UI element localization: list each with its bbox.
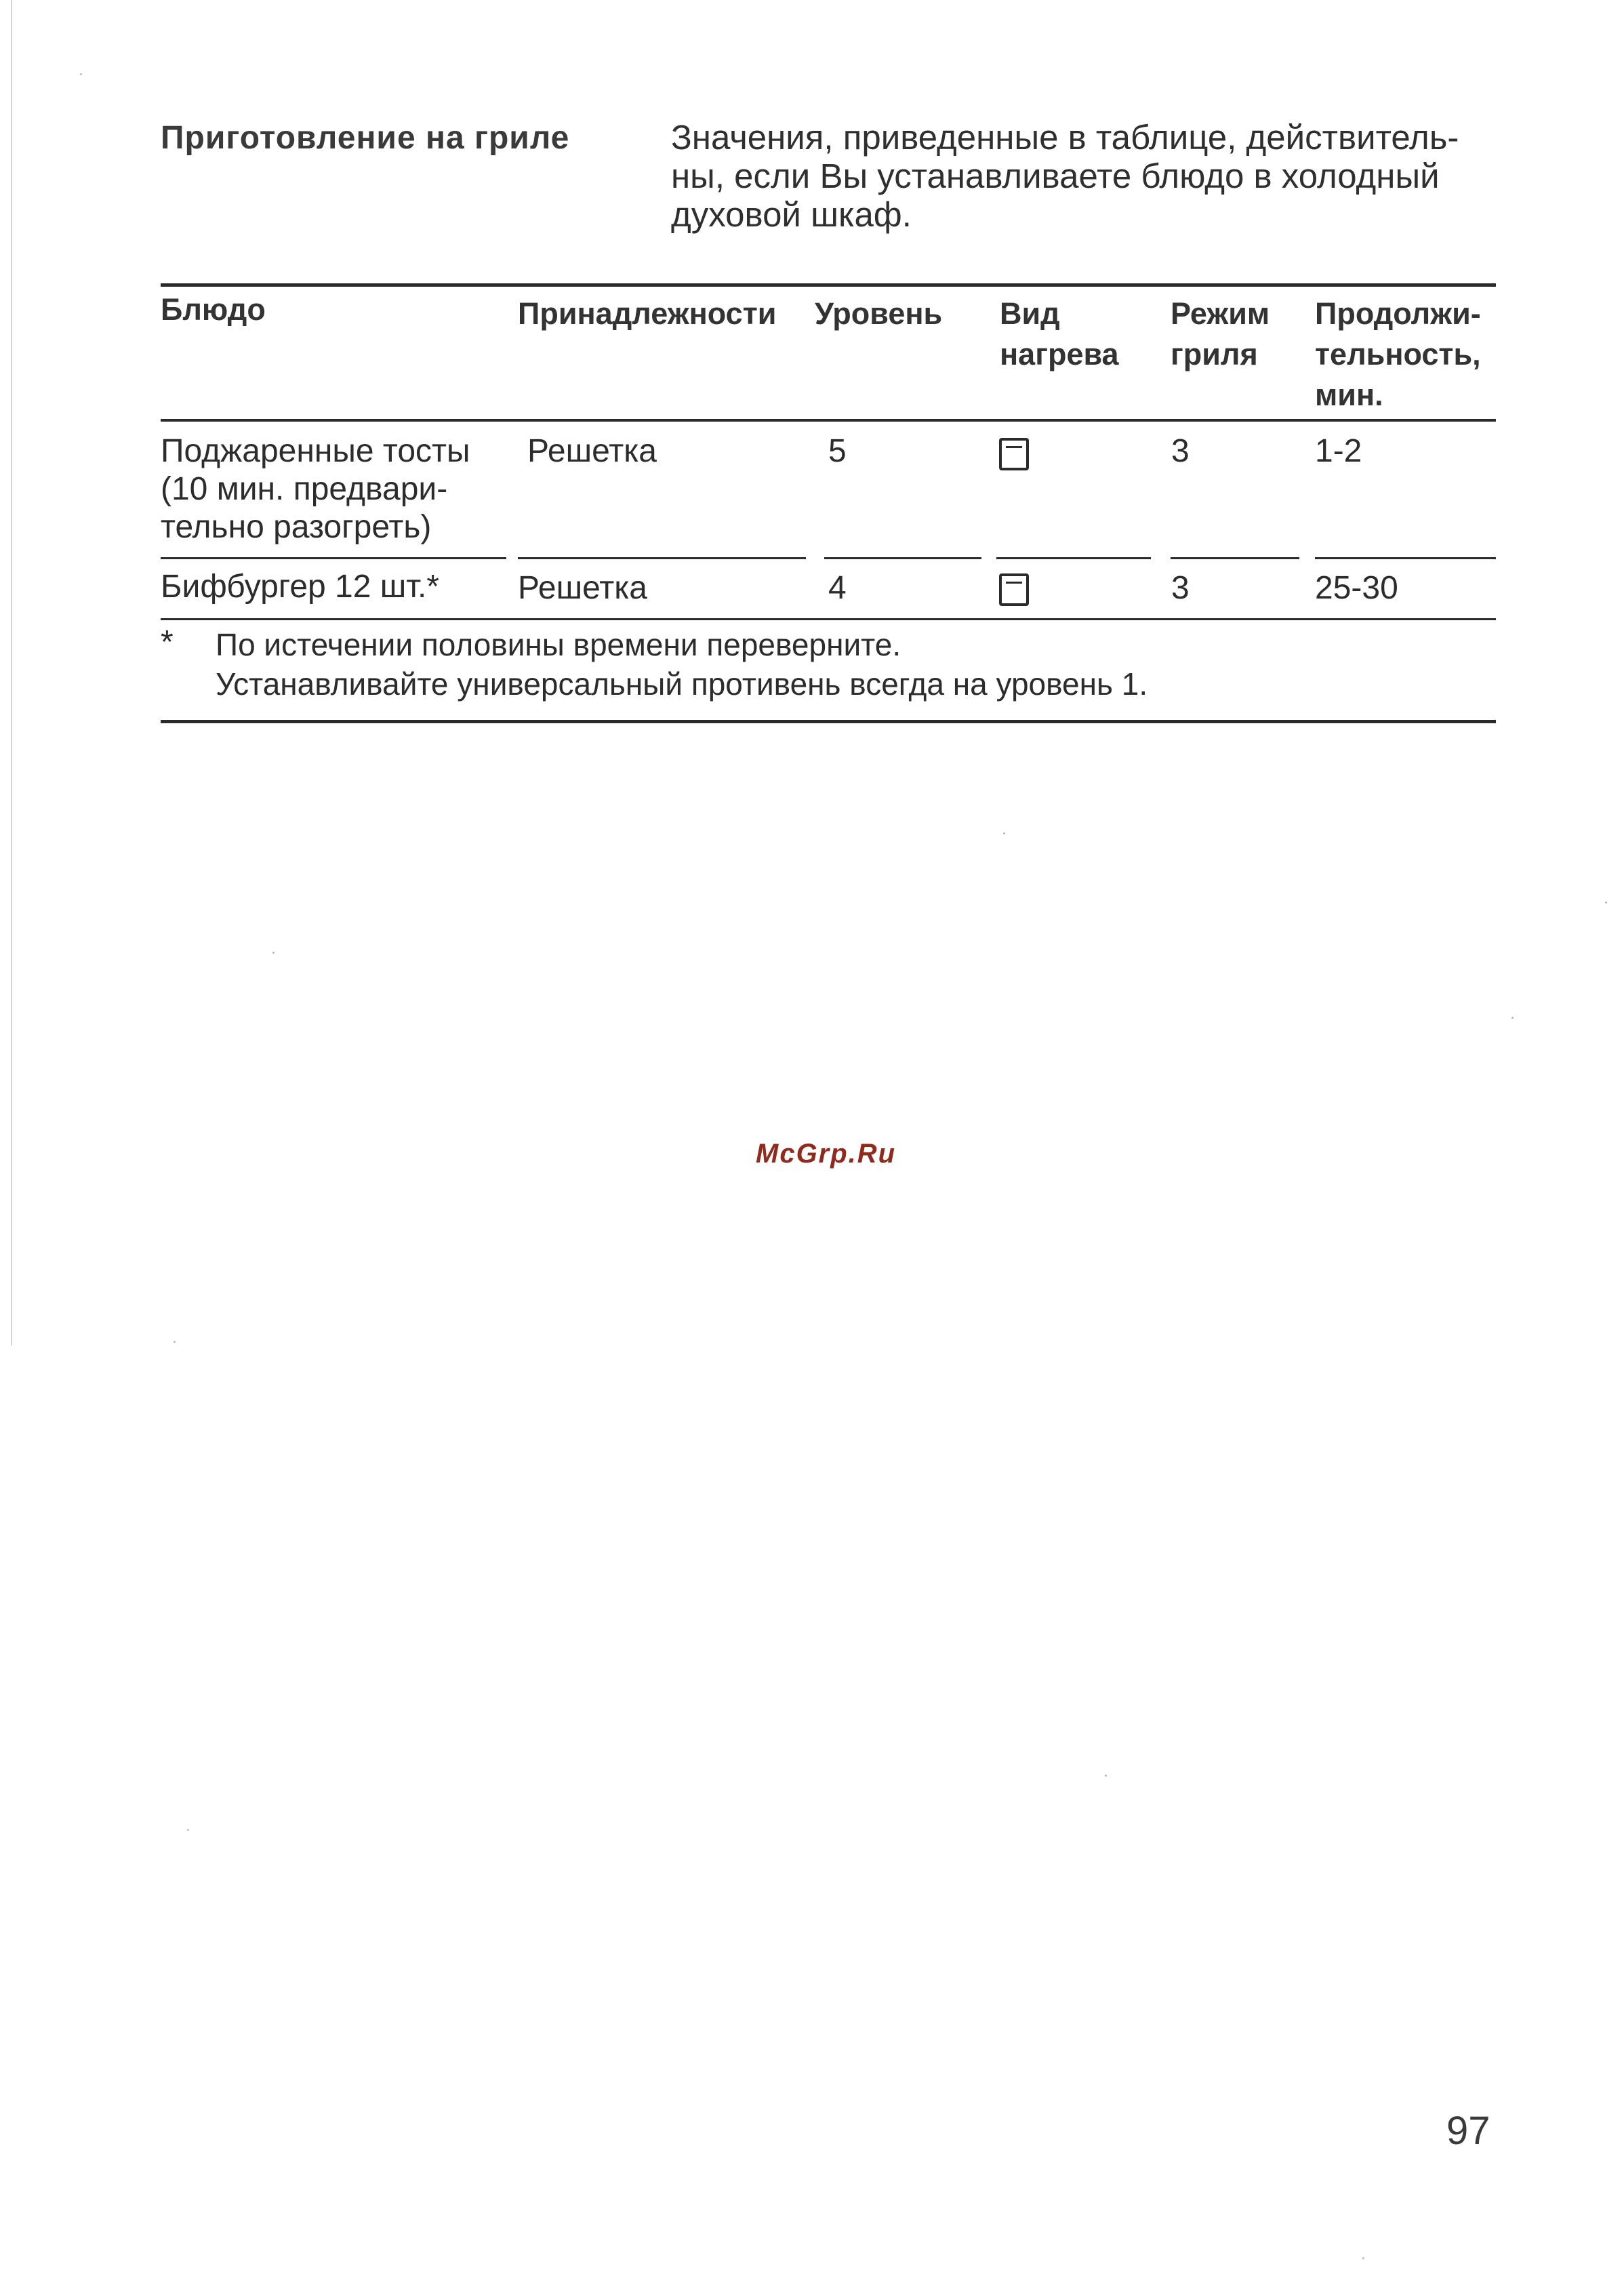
- row-separator-segment: [161, 557, 506, 559]
- header-accessories: Принадлежности: [518, 296, 777, 331]
- row1-duration: 1-2: [1315, 433, 1362, 469]
- row-separator-segment: [996, 557, 1151, 559]
- row-separator-segment: [824, 557, 981, 559]
- row2-dish: Бифбургер 12 шт.*: [161, 569, 439, 605]
- row1-dish-line: Поджаренные тосты: [161, 433, 470, 469]
- header-duration-line1: Продолжи-: [1315, 296, 1481, 331]
- footnote-mark: *: [161, 624, 174, 660]
- row-separator-segment: [1171, 557, 1299, 559]
- table-top-rule: [161, 283, 1496, 287]
- scan-speck: [1105, 1775, 1107, 1777]
- page-number: 97: [1446, 2109, 1490, 2153]
- scan-speck: [80, 73, 82, 75]
- row1-level: 5: [828, 433, 847, 469]
- scan-speck: [187, 1829, 189, 1831]
- intro-paragraph: [671, 118, 1505, 234]
- header-grill-line1: Режим: [1171, 296, 1270, 331]
- row1-grill-mode: 3: [1171, 433, 1190, 469]
- footnote-line: Устанавливайте универсальный противень всегда на уровень 1.: [216, 666, 1148, 702]
- header-duration-line3: мин.: [1315, 378, 1383, 412]
- top-heat-oven-icon: [999, 438, 1029, 470]
- row2-grill-mode: 3: [1171, 570, 1190, 606]
- section-title: Приготовление на гриле: [161, 120, 570, 156]
- row2-duration: 25-30: [1315, 570, 1398, 606]
- watermark: McGrp.Ru: [756, 1139, 897, 1169]
- scan-edge: [11, 0, 12, 1346]
- intro-line: духовой шкаф.: [671, 195, 912, 234]
- scan-speck: [1511, 1017, 1514, 1019]
- header-heating-line2: нагрева: [1000, 337, 1119, 371]
- header-bottom-rule: [161, 419, 1496, 422]
- row2-bottom-rule: [161, 618, 1496, 620]
- row-separator-segment: [518, 557, 806, 559]
- header-grill-line2: гриля: [1171, 337, 1258, 371]
- scan-speck: [1362, 2257, 1364, 2259]
- footnote-text: [216, 625, 1148, 704]
- header-level: Уровень: [815, 296, 943, 331]
- row2-accessory: Решетка: [518, 570, 647, 606]
- header-duration-line2: тельность,: [1315, 337, 1481, 371]
- top-heat-oven-icon: [999, 573, 1029, 606]
- row1-dish: [161, 432, 470, 546]
- scan-speck: [174, 1341, 176, 1343]
- intro-line: Значения, приведенные в таблице, действитель-: [671, 118, 1459, 157]
- table-bottom-rule: [161, 720, 1496, 723]
- scan-speck: [1605, 902, 1607, 904]
- header-dish: Блюдо: [161, 292, 266, 327]
- row1-accessory: Решетка: [527, 433, 657, 469]
- scan-speck: [272, 952, 275, 954]
- row1-dish-line: тельно разогреть): [161, 509, 432, 545]
- row2-level: 4: [828, 570, 847, 606]
- footnote-line: По истечении половины времени переверните.: [216, 627, 901, 662]
- row-separator-segment: [1315, 557, 1496, 559]
- intro-line: ны, если Вы устанавливаете блюдо в холодный: [671, 157, 1440, 195]
- scan-speck: [1003, 832, 1005, 834]
- header-heating-line1: Вид: [1000, 296, 1060, 331]
- row1-dish-line: (10 мин. предвари-: [161, 471, 448, 507]
